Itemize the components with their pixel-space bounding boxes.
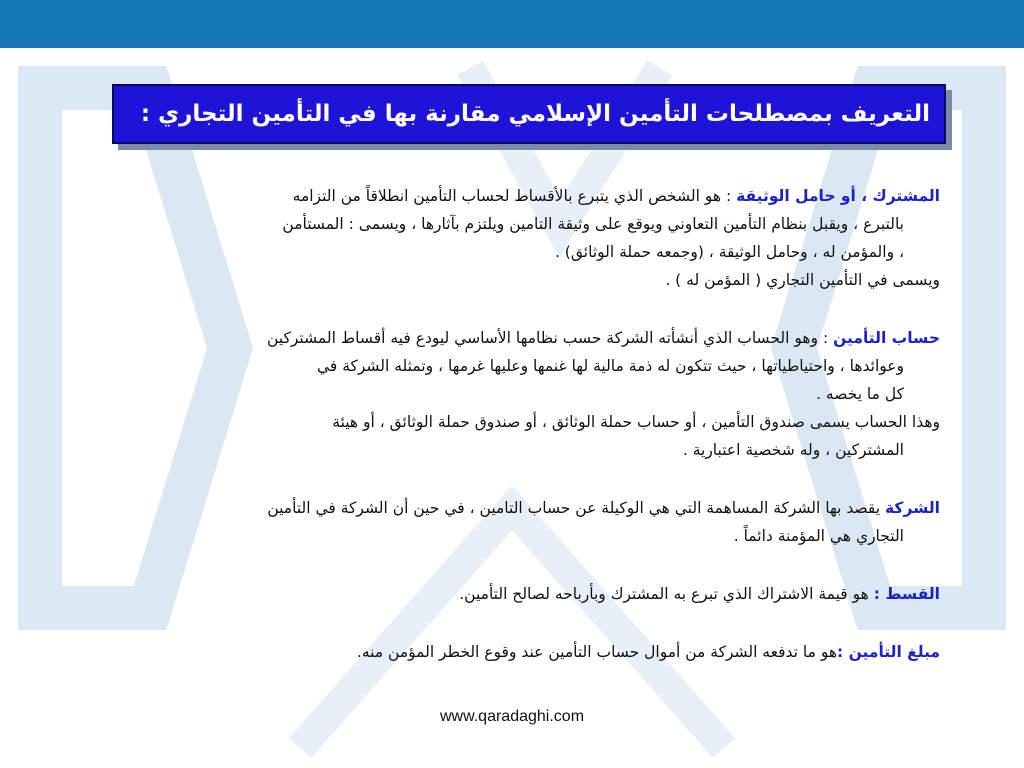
definition-term: مبلغ التأمين : (837, 643, 940, 661)
definition-subscriber (100, 182, 940, 294)
definition-line: ، والمؤمن له ، وحامل الوثيقة ، (وجمعه حملة الوثائق) . (554, 243, 904, 261)
definition-line: بالتبرع ، ويقبل بنظام التأمين التعاوني ويوقع على وثيقة التامين ويلتزم بآثارها ، ويسمى : المستأمن (282, 215, 904, 233)
page-title: التعريف بمصطلحات التأمين الإسلامي مقارنة بها في التأمين التجاري : (140, 101, 930, 127)
definition-line: وعوائدها ، واحتياطياتها ، حيث تتكون له ذمة مالية لها غنمها وعليها غرمها ، وتمثله الشركة في (316, 357, 904, 375)
definition-line: وهذا الحساب يسمى صندوق التأمين ، أو حساب حملة الوثائق ، أو صندوق حملة الوثائق ، أو هيئة (332, 413, 940, 431)
definition-line (100, 324, 940, 352)
definition-line (100, 494, 940, 522)
definition-line (100, 182, 940, 210)
definition-text: : وهو الحساب الذي أنشأته الشركة حسب نظامها الأساسي ليودع فيه أقساط المشتركين (267, 329, 829, 347)
definition-text: : هو الشخص الذي يتبرع بالأقساط لحساب التأمين انطلاقاً من التزامه (292, 187, 732, 205)
definition-line (100, 580, 940, 608)
definition-text: هو ما تدفعه الشركة من أموال حساب التأمين عند وقوع الخطر المؤمن منه. (356, 643, 838, 661)
definition-term: حساب التأمين (833, 329, 940, 347)
definition-premium (100, 580, 940, 608)
definition-line: ويسمى في التأمين التجاري ( المؤمن له ) . (665, 271, 940, 289)
definition-insurance-account (100, 324, 940, 464)
title-banner (112, 84, 946, 144)
definition-company (100, 494, 940, 550)
definition-term: المشترك ، أو حامل الوثيقة (736, 187, 940, 205)
top-band (0, 0, 1024, 48)
definition-term: القسط : (873, 585, 940, 603)
definition-line (100, 638, 940, 666)
footer-website: www.qaradaghi.com (439, 708, 585, 725)
definition-line: المشتركين ، وله شخصية اعتبارية . (682, 441, 904, 459)
definition-insured-amount (100, 638, 940, 666)
definitions-content (100, 182, 940, 696)
definition-line: كل ما يخصه . (816, 385, 904, 403)
definition-line: التجاري هي المؤمنة دائماً . (733, 527, 904, 545)
definition-term: الشركة (885, 499, 940, 517)
definition-text: هو قيمة الاشتراك الذي تبرع به المشترك وبأرباحه لصالح التأمين. (459, 585, 869, 603)
definition-text: يقصد بها الشركة المساهمة التي هي الوكيلة عن حساب التامين ، في حين أن الشركة في التأمين (267, 499, 881, 517)
